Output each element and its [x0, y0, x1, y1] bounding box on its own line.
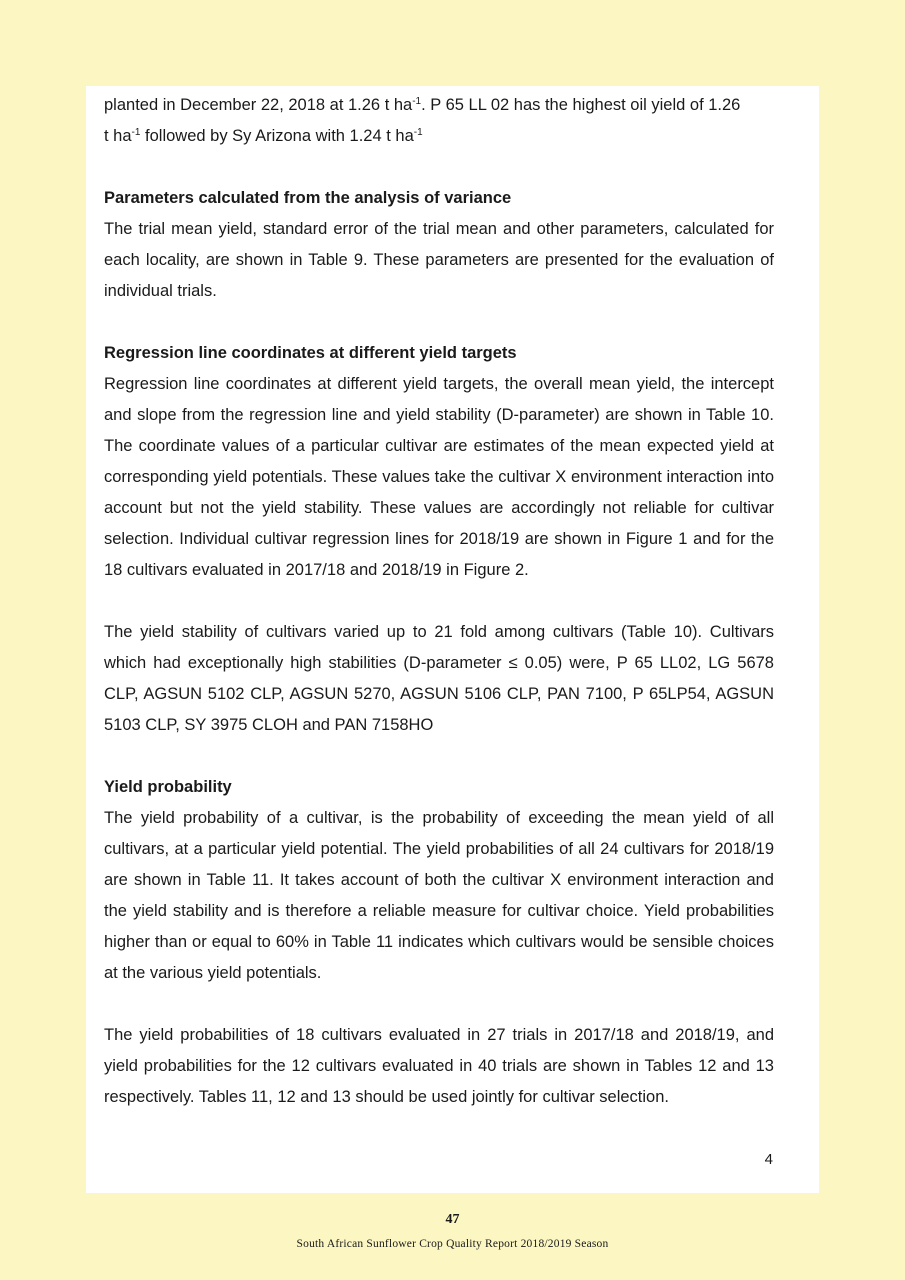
- report-page: [86, 86, 819, 1193]
- anova-paragraph: The trial mean yield, standard error of the trial mean and other parameters, calculated for each locality, are shown in Table 9. These parameters are presented for the evaluation of individual trials.: [104, 220, 774, 300]
- inner-page-number: 4: [764, 1151, 773, 1168]
- footer-page-number: 47: [445, 1212, 460, 1227]
- superscript: -1: [413, 127, 423, 138]
- footer-report-title: South African Sunflower Crop Quality Report 2018/2019 Season: [296, 1238, 609, 1250]
- intro-text: planted in December 22, 2018 at 1.26 t ha: [104, 96, 413, 114]
- intro-text: t ha: [104, 127, 132, 145]
- superscript: -1: [412, 96, 422, 107]
- intro-paragraph: [104, 90, 774, 152]
- probability-paragraph: The yield probability of a cultivar, is the probability of exceeding the mean yield of all cultivars, at a particular yield potential. The yield probabilities of all 24 cultivars for 2018/19 are shown in Table 11. It takes account of both the cultivar X environment interaction and the yield stability and is therefore a reliable measure for cultivar choice. Yield probabilities higher than or equal to 60% in Table 11 indicates which cultivars would be sensible choices at the various yield potentials.: [104, 809, 774, 982]
- stability-paragraph: The yield stability of cultivars varied up to 21 fold among cultivars (Table 10). Cultivars which had exceptionally high stabilities (D-parameter ≤ 0.05) were, P 65 LL02, LG 5678 CLP, AGSUN 5102 CLP, AGSUN 5270, AGSUN 5106 CLP, PAN 7100, P 65LP54, AGSUN 5103 CLP, SY 3975 CLOH and PAN 7158HO: [104, 623, 774, 734]
- probability-tables-paragraph: The yield probabilities of 18 cultivars evaluated in 27 trials in 2017/18 and 2018/19, and yield probabilities for the 12 cultivars evaluated in 40 trials are shown in Tables 12 and 13 respectively. Tables 11, 12 and 13 should be used jointly for cultivar selection.: [104, 1026, 774, 1106]
- regression-paragraph: Regression line coordinates at different yield targets, the overall mean yield, the intercept and slope from the regression line and yield stability (D-parameter) are shown in Table 10. The coordinate values of a particular cultivar are estimates of the mean expected yield at corresponding yield potentials. These values take the cultivar X environment interaction into account but not the yield stability. These values are accordingly not reliable for cultivar selection. Individual cultivar regression lines for 2018/19 are shown in Figure 1 and for the 18 cultivars evaluated in 2017/18 and 2018/19 in Figure 2.: [104, 375, 774, 579]
- superscript: -1: [131, 127, 141, 138]
- section-heading-regression: Regression line coordinates at different yield targets: [104, 344, 517, 362]
- page-content: [104, 90, 774, 1113]
- intro-text: followed by Sy Arizona with 1.24 t ha: [140, 127, 414, 145]
- section-heading-anova: Parameters calculated from the analysis of variance: [104, 189, 512, 207]
- intro-text: . P 65 LL 02 has the highest oil yield of 1.26: [421, 96, 741, 114]
- section-heading-probability: Yield probability: [104, 778, 232, 796]
